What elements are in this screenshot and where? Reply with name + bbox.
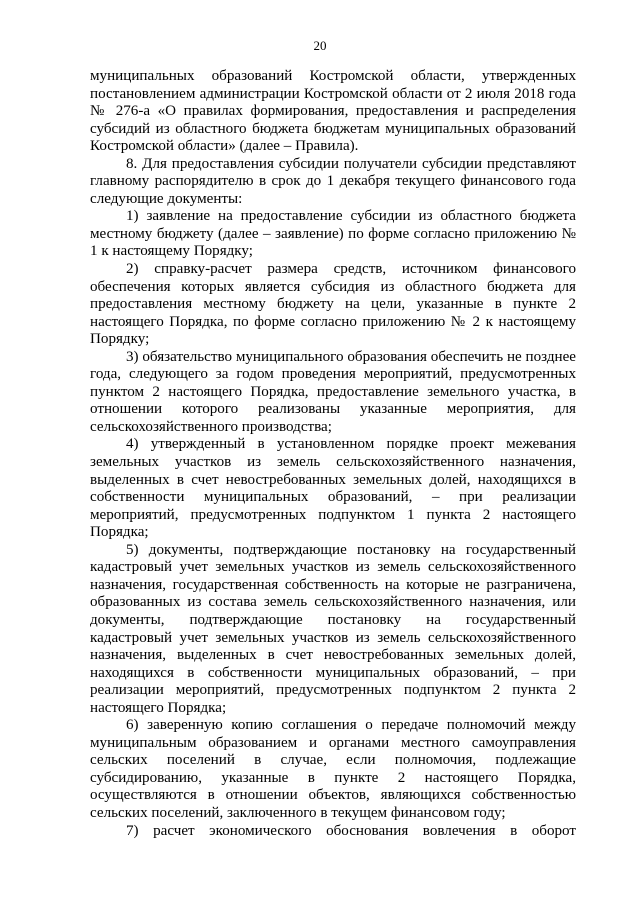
list-item-5: 5) документы, подтверждающие постановку на государственный кадастровый учет земельных участков из земель сельскохозяйственного назначения, государственная собственность на которые не разграничена, образованных из состава земель сельскохозяйственного назначения, или документы, подтверждающие постановку на государственный кадастровый учет земельных участков из земель сельскохозяйственного назначения, выделенных в счет невостребованных земельных долей, находящихся в собственности муниципальных образований, – при реализации мероприятий, предусмотренных подпунктом 2 пункта 2 настоящего Порядка; — [90, 541, 576, 716]
list-item-1: 1) заявление на предоставление субсидии из областного бюджета местному бюджету (далее – заявление) по форме согласно приложению № 1 к настоящему Порядку; — [90, 208, 576, 260]
document-body — [90, 68, 576, 840]
page-number: 20 — [313, 38, 327, 53]
list-item-3: 3) обязательство муниципального образования обеспечить не позднее года, следующего за годом проведения мероприятий, предусмотренных пунктом 2 настоящего Порядка, предоставление земельного участка, в отношении которого реализованы указанные мероприятия, для сельскохозяйственного производства; — [90, 348, 576, 435]
list-item-6: 6) заверенную копию соглашения о передаче полномочий между муниципальным образованием и органами местного самоуправления сельских поселений в случае, если полномочия, подлежащие субсидированию, указанные в пункте 2 настоящего Порядка, осуществляются в отношении объектов, являющихся собственностью сельских поселений, заключенного в текущем финансовом году; — [90, 717, 576, 821]
list-item-2: 2) справку-расчет размера средств, источником финансового обеспечения которых является субсидия из областного бюджета для предоставления местному бюджету на цели, указанные в пункте 2 настоящего Порядка, по форме согласно приложению № 2 к настоящему Порядку; — [90, 261, 576, 348]
list-item-4: 4) утвержденный в установленном порядке проект межевания земельных участков из земель сельскохозяйственного назначения, выделенных в счет невостребованных земельных долей, находящихся в собственности муниципальных образований, – при реализации мероприятий, предусмотренных подпунктом 1 пункта 2 настоящего Порядка; — [90, 436, 576, 541]
paragraph-item-8: 8. Для предоставления субсидии получатели субсидии представляют главному распорядителю в срок до 1 декабря текущего финансового года следующие документы: — [90, 155, 576, 207]
list-item-7: 7) расчет экономического обоснования вовлечения в оборот — [126, 822, 576, 839]
paragraph-continuation: муниципальных образований Костромской области, утвержденных постановлением администрации Костромской области от 2 июля 2018 года № 276-а «О правилах формирования, предоставления и распределения субсидий из областного бюджета бюджетам муниципальных образований Костромской области» (далее – Правила). — [90, 68, 576, 155]
